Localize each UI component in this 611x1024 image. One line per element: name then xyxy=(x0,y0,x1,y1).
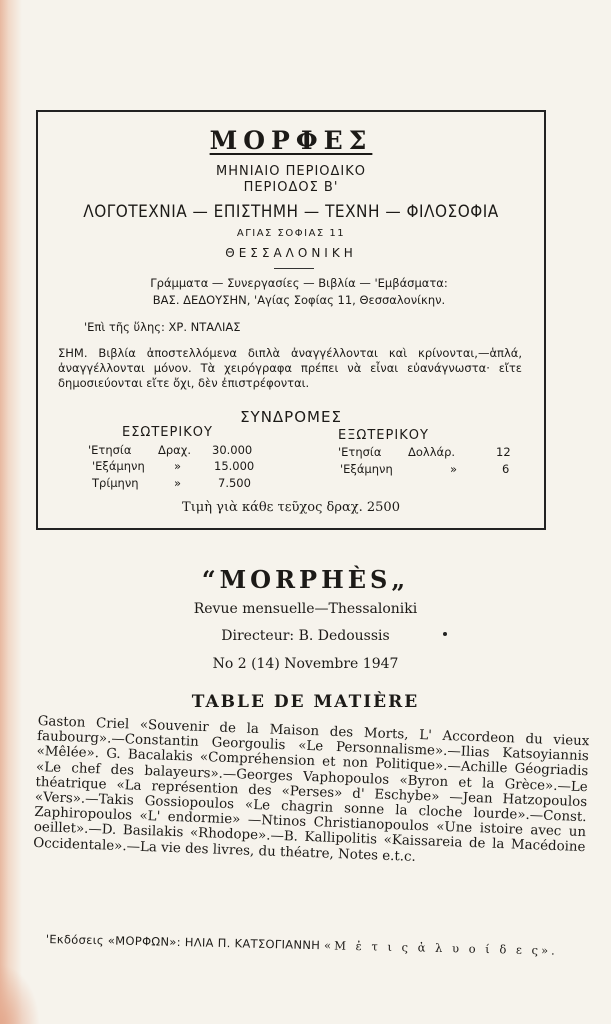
foreign-row-unit: » xyxy=(450,462,458,476)
foreign-row-label: 'Ετησία xyxy=(338,445,382,459)
toc-title: TABLE DE MATIÈRE xyxy=(191,692,420,712)
domestic-row-unit: » xyxy=(174,476,182,490)
journal-title: ΜΟΡΦΕΣ xyxy=(209,126,373,155)
domestic-row-amount: 30.000 xyxy=(212,443,253,457)
subscriptions-title: ΣΥΝΔΡΟΜΕΣ xyxy=(240,408,342,426)
issue-number: No 2 (14) Novembre 1947 xyxy=(212,656,399,672)
ink-dot xyxy=(443,632,447,636)
domestic-row-unit: » xyxy=(174,459,182,473)
editorial-note: ΣΗΜ. Βιβλία ἀποστελλόμενα διπλὰ ἀναγγέλλονται καὶ κρίνονται,—ἁπλά, ἀναγγέλλονται μόνον. Τὰ χειρόγραφα πρέπει νὰ εἶναι εὐανάγνωστα· εἴτε δημοσιεύονται εἴτε ὄχι, δὲν ἐπιστρέφονται. xyxy=(58,346,522,390)
journal-categories: ΛΟΓΟΤΕΧΝΙΑ — ΕΠΙΣΤΗΜΗ — ΤΕΧΝΗ — ΦΙΛΟΣΟΦΙΑ xyxy=(83,202,499,222)
foreign-row-unit: Δολλάρ. xyxy=(408,445,456,459)
foreign-row-amount: 12 xyxy=(496,445,511,459)
french-director: Directeur: B. Dedoussis xyxy=(221,628,390,644)
series-name: «Μ ἐ τ ι ς ἀ λ υ ο ί δ ε ς». xyxy=(323,938,558,958)
domestic-row-label: 'Ετησία xyxy=(88,443,132,457)
domestic-row-amount: 15.000 xyxy=(214,459,255,473)
domestic-row-amount: 7.500 xyxy=(218,476,251,490)
correspondence-line-1: Γράμματα — Συνεργασίες — Βιβλία — 'Εμβάσματα: xyxy=(150,276,448,290)
foreign-heading: ΕΞΩΤΕΡΙΚΟΥ xyxy=(338,428,429,443)
price-per-issue: Τιμὴ γιὰ κάθε τεῦχος δραχ. 2500 xyxy=(182,500,400,515)
publisher-name: 'Εκδόσεις «ΜΟΡΦΩΝ»: ΗΛΙΑ Π. ΚΑΤΣΟΓΙΑΝΝΗ xyxy=(45,932,321,953)
french-journal-title: “MORPHÈS„ xyxy=(201,565,410,594)
street-address: ΑΓΙΑΣ ΣΟΦΙΑΣ 11 xyxy=(236,228,346,239)
journal-period: ΠΕΡΙΟΔΟΣ Β' xyxy=(243,180,339,195)
domestic-row-label: 'Εξάμηνη xyxy=(92,459,145,473)
domestic-row-label: Τρίμηνη xyxy=(92,476,139,490)
journal-subtitle: ΜΗΝΙΑΙΟ ΠΕΡΙΟΔΙΚΟ xyxy=(215,164,367,179)
masthead-box xyxy=(36,110,546,530)
publisher-footer xyxy=(46,932,606,959)
foreign-row-label: 'Εξάμηνη xyxy=(340,462,393,476)
correspondence-line-2: ΒΑΣ. ΔΕΔΟΥΣΗΝ, 'Αγίας Σοφίας 11, Θεσσαλονίκην. xyxy=(152,293,446,307)
page-corner-stain xyxy=(0,964,40,1024)
domestic-row-unit: Δραχ. xyxy=(158,443,192,457)
city-name: ΘΕΣΣΑΛΟΝΙΚΗ xyxy=(225,246,357,260)
separator-rule xyxy=(274,268,314,269)
page-edge-shadow xyxy=(0,0,22,1024)
french-description: Revue mensuelle—Thessaloniki xyxy=(193,601,418,617)
foreign-row-amount: 6 xyxy=(502,462,510,476)
editor-line: 'Επὶ τῆς ὕλης: ΧΡ. ΝΤΑΛΙΑΣ xyxy=(84,320,241,334)
toc-body: Gaston Criel «Souvenir de la Maison des Morts, L' Accordeon du vieux faubourg».—Constantin Georgoulis «Le Personnalisme».—Ilias Katsoyiannis «Mêlée». G. Bacalakis «Compréhension et non Politique».—Achille Géogriadis «Le chef des balayeurs».—Georges Vaphopoulos «Byron et la Grèce».—Le théatrique «La représention des «Perses» d' Eschybe» —Jean Hatzopoulos «Vers».—Takis Gossiopoulos «Le chagrin sonne la cloche lourde».—Const. Zaphiropoulos «L' endormie» —Ntinos Christianopoulos «Une istoire avec un oeillet».—D. Basilakis «Rhodope».—B. Kallipolitis «Kaissareia de la Macédoine Occidentale».—La vie des livres, du théatre, Notes e.t.c. xyxy=(32,714,590,865)
domestic-heading: ΕΣΩΤΕΡΙΚΟΥ xyxy=(122,425,213,440)
